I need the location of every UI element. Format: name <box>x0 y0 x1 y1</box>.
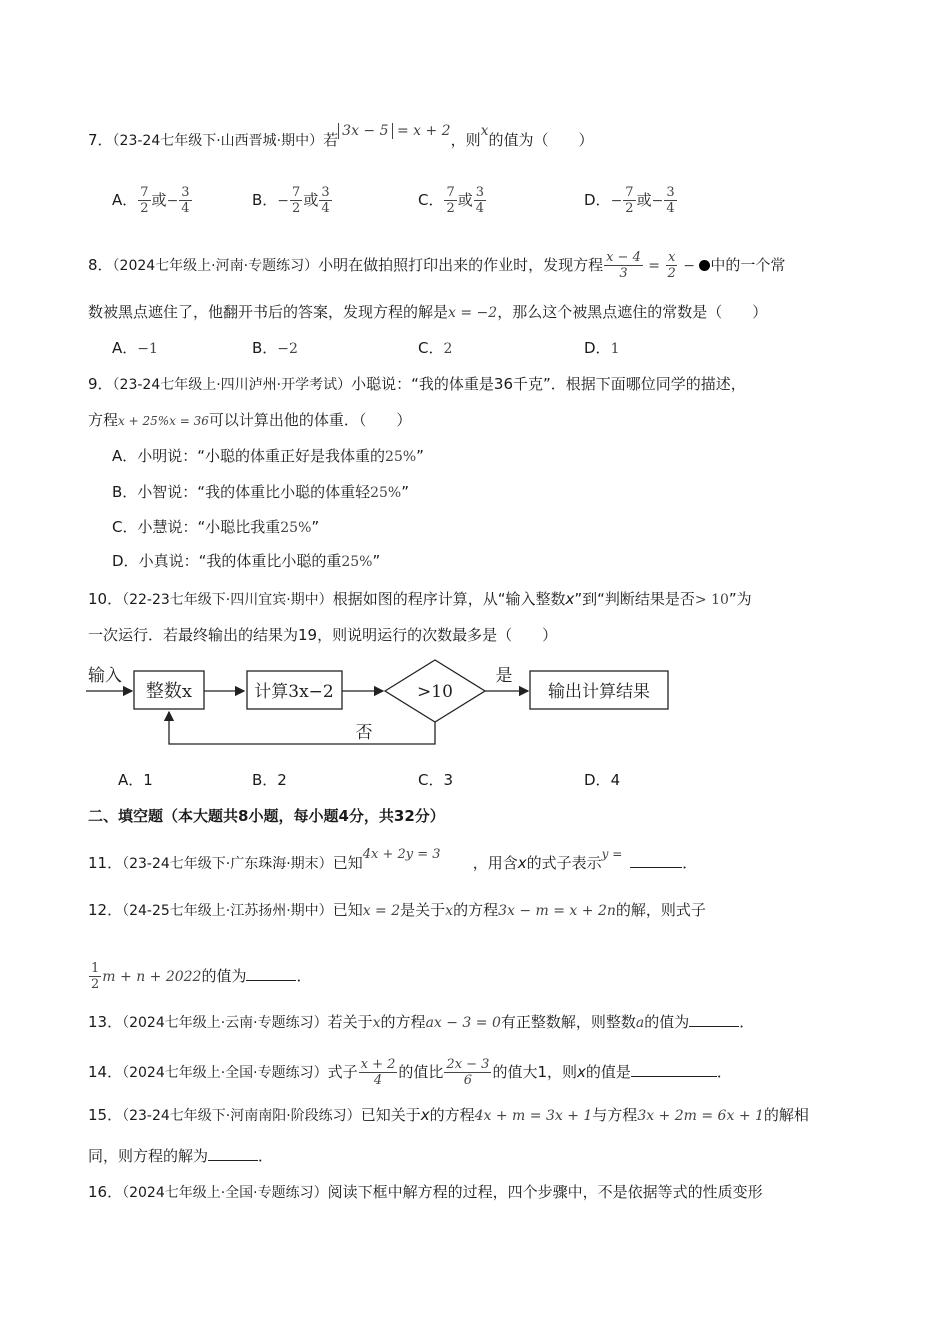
flow-loop-back-arrow <box>169 712 435 744</box>
q9-option-d[interactable]: D．小真说：“我的体重比小聪的重25%” <box>112 552 381 570</box>
q13-source: （2024七年级上·云南·专题练习） <box>122 1015 328 1031</box>
flowchart <box>86 657 686 747</box>
q8-source: （2024七年级上·河南·专题练习） <box>112 258 319 274</box>
q10-option-c[interactable]: C．3 <box>418 771 454 789</box>
q9-line-1: 9．（23-24七年级上·四川泸州·开学考试）小聪说：“我的体重是36千克”．根据下面哪位同学的描述， <box>88 375 746 393</box>
flow-box-output-label: 输出计算结果 <box>548 682 650 702</box>
flow-yes-label: 是 <box>495 666 513 686</box>
q7-option-d[interactable]: D．− $\frac{7}{2}$ 或− $\frac{3}{4}$ <box>584 185 675 216</box>
q10-line-2: 一次运行．若最终输出的结果为19，则说明运行的次数最多是（ ） <box>88 626 558 644</box>
q10-line-1: 10．（22-23七年级下·四川宜宾·期中）根据如图的程序计算，从“输入整数x”到“判断结果是否> 10”为 <box>88 590 752 608</box>
q15-source: （23-24七年级下·河南南阳·阶段练习） <box>122 1108 361 1124</box>
flow-box-compute-label: 计算3x−2 <box>254 682 334 702</box>
black-dot-icon <box>699 260 710 271</box>
q7-option-b[interactable]: B．− $\frac{7}{2}$ 或 $\frac{3}{4}$ <box>252 185 330 216</box>
q16-source: （2024七年级上·全国·专题练习） <box>122 1185 328 1201</box>
q9-line-2: 方程x + 25%x = 36可以计算出他的体重．（ ） <box>88 411 412 429</box>
q14-line: 14．（2024七年级上·全国·专题练习）式子 $\frac{x + 2}{4}$ 的值比 $\frac{2x - 3}{6}$ 的值大1，则x的值是 ． <box>88 1057 732 1088</box>
q8-option-a[interactable]: A．−1 <box>112 339 158 357</box>
q11-line: 11．（23-24七年级下·广东珠海·期末）已知4x + 2y = 3 ，用含x的式子表示$^{y =}$ ． <box>88 847 698 872</box>
q12-line-2: $\frac{1}{2}$ m + n + 2022的值为 ． <box>91 961 312 992</box>
q8-line-2: 数被黑点遮住了，他翻开书后的答案，发现方程的解是x = −2，那么这个被黑点遮住的常数是（ ） <box>88 303 768 321</box>
q12-source: （24-25七年级上·江苏扬州·期中） <box>122 903 333 919</box>
q16-line: 16．（2024七年级上·全国·专题练习）阅读下框中解方程的过程，四个步骤中，不是依据等式的性质变形 <box>88 1183 763 1201</box>
q12-line-1: 12．（24-25七年级上·江苏扬州·期中）已知x = 2是关于x的方程3x − m = x + 2n的解，则式子 <box>88 901 706 919</box>
flow-decision-label: >10 <box>417 682 453 702</box>
q8-option-d[interactable]: D．1 <box>584 339 620 357</box>
q9-option-a[interactable]: A．小明说：“小聪的体重正好是我体重的25%” <box>112 447 424 465</box>
flow-input-label: 输入 <box>88 666 122 686</box>
q11-source: （23-24七年级下·广东珠海·期末） <box>122 856 333 872</box>
q11-answer-blank[interactable] <box>630 851 682 868</box>
q9-source: （23-24七年级上·四川泸州·开学考试） <box>112 377 352 393</box>
q10-option-b[interactable]: B．2 <box>252 771 287 789</box>
q14-answer-blank[interactable] <box>631 1060 717 1077</box>
q7-line: 7．（23-24七年级下·山西晋城·期中）若 3x − 5 = x + 2，则x的值为（ ） <box>88 123 594 149</box>
q8-option-b[interactable]: B．−2 <box>252 339 298 357</box>
q15-line-2: 同，则方程的解为 ． <box>88 1144 273 1167</box>
q8-line-1: 8．（2024七年级上·河南·专题练习）小明在做拍照打印出来的作业时，发现方程 $\frac{x - 4}{3}$ = $\frac{x}{2}$ − 中的一个常 <box>88 250 786 281</box>
q10-option-a[interactable]: A．1 <box>118 771 153 789</box>
q7-option-a[interactable]: A． $\frac{7}{2}$ 或− $\frac{3}{4}$ <box>112 185 190 216</box>
q7-option-c[interactable]: C． $\frac{7}{2}$ 或 $\frac{3}{4}$ <box>418 185 485 216</box>
q10-source: （22-23七年级下·四川宜宾·期中） <box>122 592 333 608</box>
section-heading: 二、填空题（本大题共8小题，每小题4分，共32分） <box>88 807 445 825</box>
q12-answer-blank[interactable] <box>246 964 296 981</box>
q14-source: （2024七年级上·全国·专题练习） <box>122 1065 328 1081</box>
q13-answer-blank[interactable] <box>689 1010 739 1027</box>
q13-line: 13．（2024七年级上·云南·专题练习）若关于x的方程ax − 3 = 0有正整数解，则整数a的值为 ． <box>88 1010 754 1034</box>
q7-equation: 3x − 5 = x + 2 <box>338 123 450 139</box>
q7-source: （23-24七年级下·山西晋城·期中） <box>112 133 324 149</box>
flow-no-label: 否 <box>355 723 373 743</box>
q9-option-b[interactable]: B．小智说：“我的体重比小聪的体重轻25%” <box>112 483 409 501</box>
q8-option-c[interactable]: C．2 <box>418 339 453 357</box>
q10-option-d[interactable]: D．4 <box>584 771 621 789</box>
q9-option-c[interactable]: C．小慧说：“小聪比我重25%” <box>112 518 320 536</box>
flow-box-integer-label: 整数x <box>145 681 193 702</box>
q15-answer-blank[interactable] <box>208 1144 258 1161</box>
q15-line-1: 15．（23-24七年级下·河南南阳·阶段练习）已知关于x的方程4x + m = 3x + 1与方程3x + 2m = 6x + 1的解相 <box>88 1106 809 1124</box>
